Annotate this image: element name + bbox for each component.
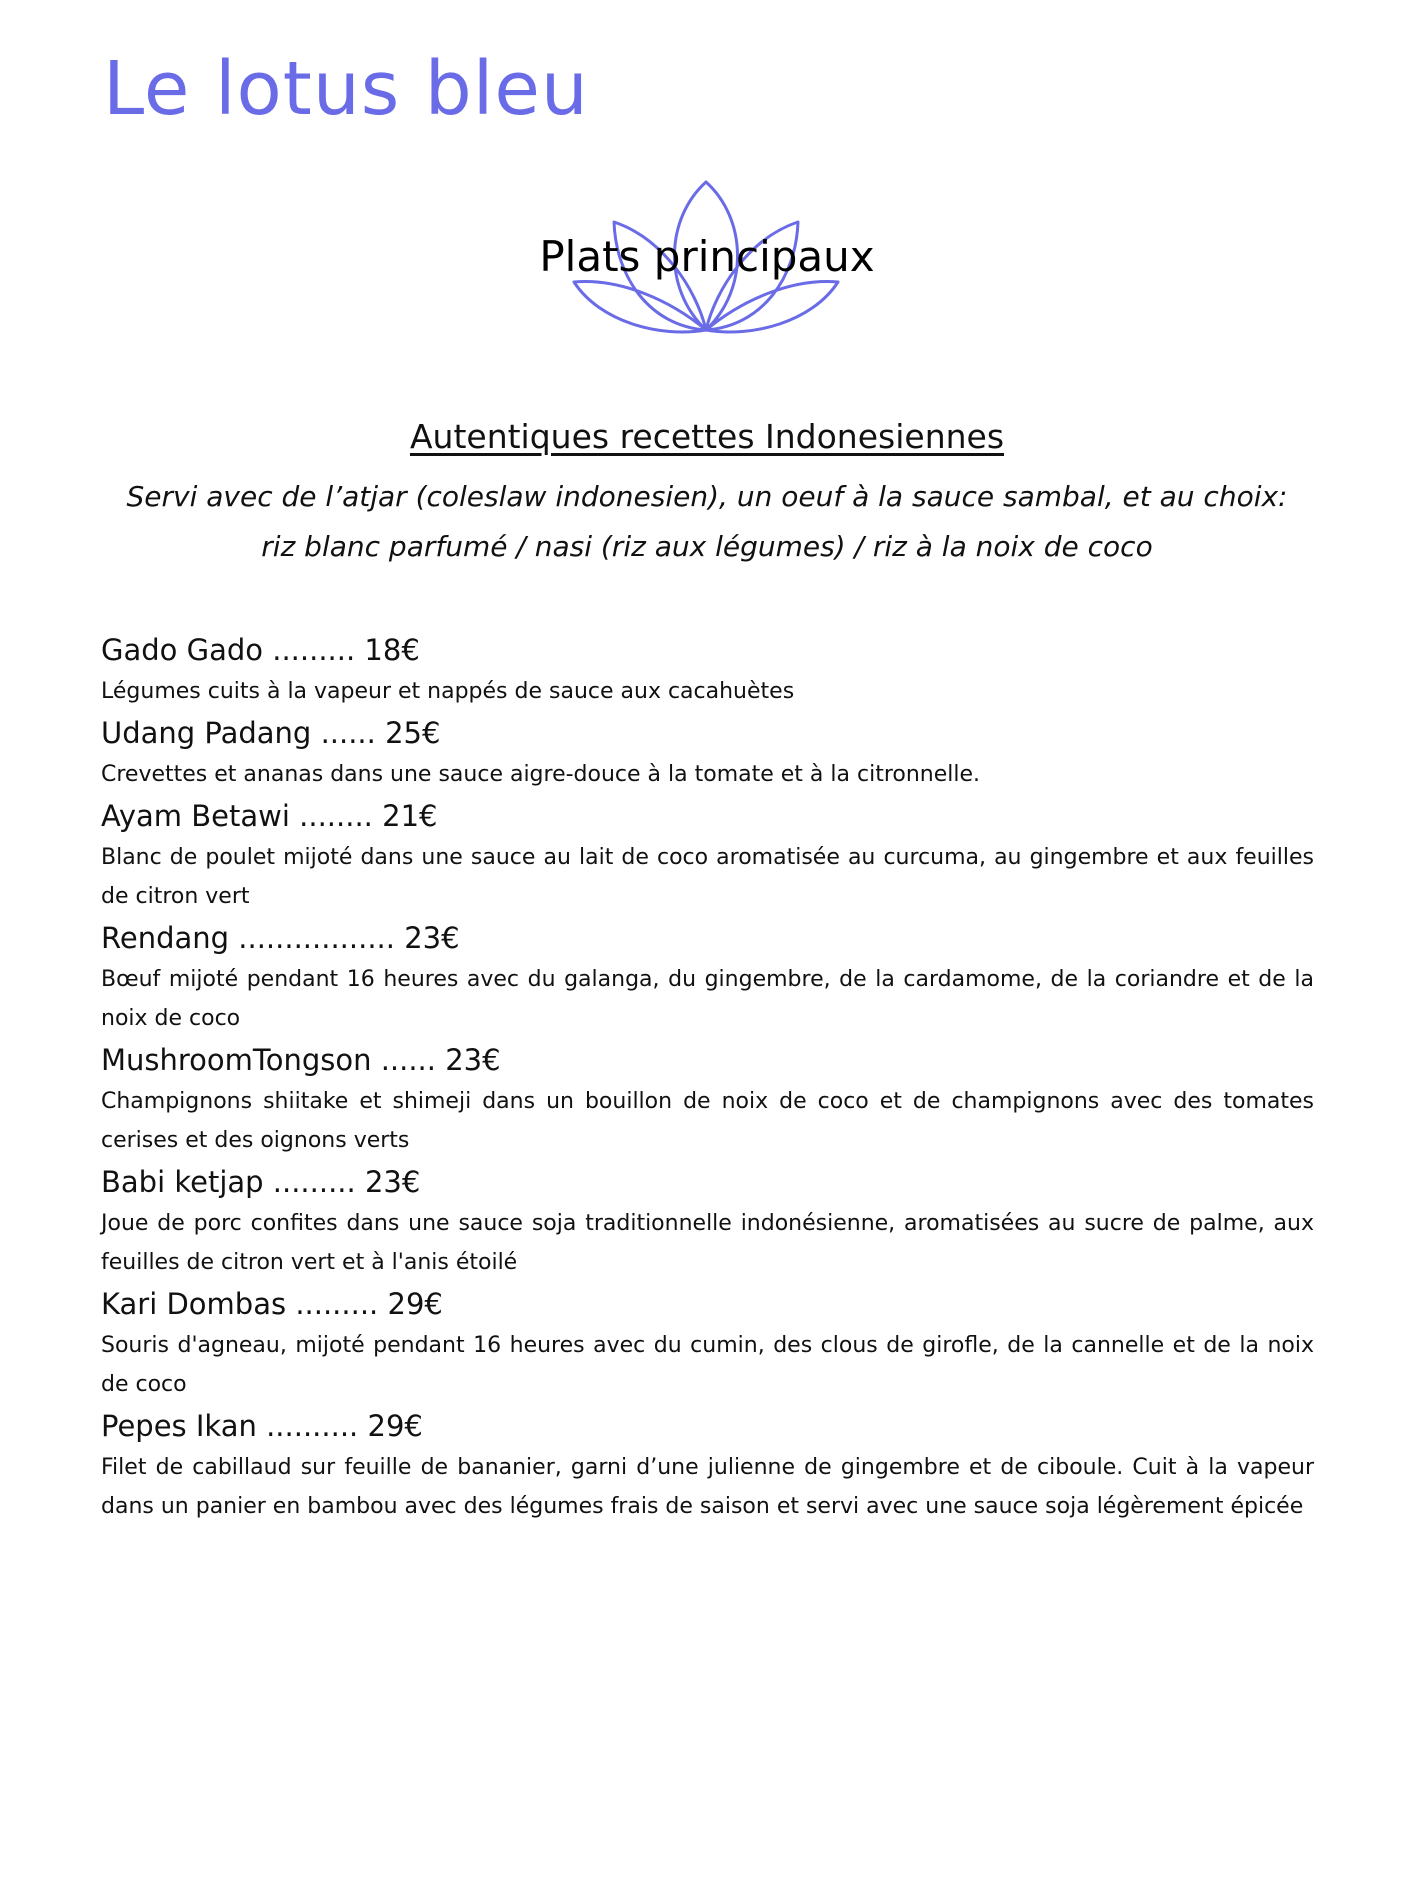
dish-dots: ......... [272, 1165, 356, 1199]
section-title: Plats principaux [539, 232, 875, 281]
dish-description: Bœuf mijoté pendant 16 heures avec du galanga, du gingembre, de la cardamome, de la coriandre et de la noix de coco [101, 967, 1314, 1031]
menu-item [101, 628, 1314, 711]
dish-description: Crevettes et ananas dans une sauce aigre-douce à la tomate et à la citronnelle. [101, 762, 981, 787]
intro-title: Autentiques recettes Indonesiennes [409, 417, 1005, 456]
intro-line-2: riz blanc parfumé / nasi (riz aux légumes) / riz à la noix de coco [261, 529, 1153, 563]
dish-name: Udang Padang [101, 716, 312, 750]
dish-dots: ......... [272, 633, 356, 667]
dish-price: 21€ [382, 799, 438, 833]
menu-item [101, 1160, 1314, 1282]
dish-price: 18€ [364, 633, 420, 667]
dish-heading [101, 794, 1314, 838]
menu-item [101, 916, 1314, 1038]
intro [0, 418, 1414, 572]
dish-description: Blanc de poulet mijoté dans une sauce au lait de coco aromatisée au curcuma, au gingembre et aux feuilles de citron vert [101, 845, 1314, 909]
menu-item [101, 794, 1314, 916]
dish-name: Pepes Ikan [101, 1409, 257, 1443]
menu-item [101, 711, 1314, 794]
dish-price: 23€ [364, 1165, 421, 1199]
dish-name: Babi ketjap [101, 1165, 264, 1199]
dish-name: Gado Gado [101, 633, 264, 667]
dish-description: Légumes cuits à la vapeur et nappés de sauce aux cacahuètes [101, 679, 795, 704]
dish-heading [101, 1038, 1314, 1082]
dish-price: 23€ [404, 921, 460, 955]
dish-dots: ......... [295, 1287, 379, 1321]
dish-price: 29€ [367, 1409, 423, 1443]
intro-line-1: Servi avec de l’atjar (coleslaw indonesien), un oeuf à la sauce sambal, et au choix: [126, 479, 1288, 513]
dish-heading [101, 1160, 1314, 1204]
dish-heading [101, 711, 1314, 755]
menu-list [101, 628, 1314, 1526]
dish-heading [101, 628, 1314, 672]
dish-name: Rendang [101, 921, 230, 955]
menu-item [101, 1404, 1314, 1526]
dish-heading [101, 1404, 1314, 1448]
dish-name: Ayam Betawi [101, 799, 290, 833]
dish-dots: ...... [380, 1043, 436, 1077]
dish-name: Kari Dombas [101, 1287, 287, 1321]
dish-description: Champignons shiitake et shimeji dans un bouillon de noix de coco et de champignons avec des tomates cerises et des oignons verts [101, 1089, 1314, 1153]
menu-item [101, 1038, 1314, 1160]
dish-description: Souris d'agneau, mijoté pendant 16 heures avec du cumin, des clous de girofle, de la cannelle et de la noix de coco [101, 1333, 1314, 1397]
dish-price: 25€ [385, 716, 441, 750]
dish-heading [101, 916, 1314, 960]
dish-heading [101, 1282, 1314, 1326]
dish-dots: ........ [299, 799, 373, 833]
dish-dots: .......... [266, 1409, 359, 1443]
restaurant-name: Le lotus bleu [103, 46, 589, 132]
menu-item [101, 1282, 1314, 1404]
dish-description: Filet de cabillaud sur feuille de bananier, garni d’une julienne de gingembre et de ciboule. Cuit à la vapeur dans un panier en bambou avec des légumes frais de saison et servi avec une sauce soja légèrement épicée [101, 1455, 1314, 1519]
dish-dots: ................. [238, 921, 395, 955]
dish-description: Joue de porc confites dans une sauce soja traditionnelle indonésienne, aromatisées au sucre de palme, aux feuilles de citron vert et à l'anis étoilé [101, 1211, 1314, 1275]
dish-name: MushroomTongson [101, 1043, 372, 1077]
dish-price: 23€ [445, 1043, 501, 1077]
dish-price: 29€ [387, 1287, 443, 1321]
dish-dots: ...... [320, 716, 376, 750]
